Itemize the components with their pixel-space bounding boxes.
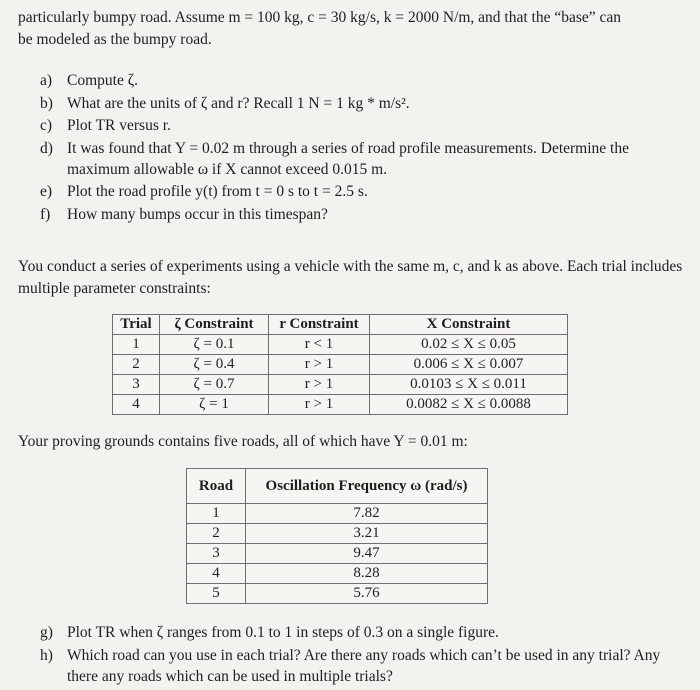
question-item bbox=[40, 181, 680, 202]
table-cell: ζ = 1 bbox=[160, 395, 269, 415]
table-cell: 0.0082 ≤ X ≤ 0.0088 bbox=[370, 395, 568, 415]
column-header: Oscillation Frequency ω (rad/s) bbox=[246, 469, 488, 504]
table-cell: r > 1 bbox=[269, 375, 370, 395]
table-row bbox=[113, 375, 568, 395]
table-row bbox=[113, 335, 568, 355]
question-text: Which road can you use in each trial? Are there any roads which can’t be used in any trial? Any there any roads which can be used in multiple trials? bbox=[67, 646, 661, 685]
table-cell: r < 1 bbox=[269, 335, 370, 355]
table-cell: ζ = 0.7 bbox=[160, 375, 269, 395]
question-text: Compute ζ. bbox=[67, 72, 138, 89]
table-cell: 3 bbox=[113, 375, 160, 395]
table-cell: 3 bbox=[187, 544, 246, 564]
question-label: a) bbox=[40, 72, 53, 89]
table-row bbox=[113, 395, 568, 415]
table-cell: ζ = 0.4 bbox=[160, 355, 269, 375]
question-label: h) bbox=[40, 646, 53, 664]
table-cell: ζ = 0.1 bbox=[160, 335, 269, 355]
experiments-paragraph: You conduct a series of experiments using a vehicle with the same m, c, and k as above. Each trial includes multiple parameter constraints: bbox=[18, 258, 683, 297]
intro-paragraph bbox=[18, 7, 688, 51]
question-label: c) bbox=[40, 117, 53, 134]
intro-line-1: particularly bumpy road. Assume m = 100 kg, c = 30 kg/s, k = 2000 N/m, and that the “base” can bbox=[18, 9, 622, 26]
question-text: Plot TR versus r. bbox=[67, 117, 171, 134]
table-row bbox=[113, 355, 568, 375]
table-row bbox=[187, 504, 488, 524]
question-item bbox=[40, 70, 680, 91]
table-cell: r > 1 bbox=[269, 355, 370, 375]
table-cell: 7.82 bbox=[246, 504, 488, 524]
table-cell: 0.0103 ≤ X ≤ 0.011 bbox=[370, 375, 568, 395]
table-row bbox=[187, 544, 488, 564]
proving-grounds-paragraph: Your proving grounds contains five roads, all of which have Y = 0.01 m: bbox=[18, 433, 468, 450]
question-text: Plot TR when ζ ranges from 0.1 to 1 in steps of 0.3 on a single figure. bbox=[67, 624, 499, 641]
question-item bbox=[40, 93, 680, 114]
table-cell: 1 bbox=[187, 504, 246, 524]
question-text: What are the units of ζ and r? Recall 1 N = 1 kg * m/s². bbox=[67, 94, 410, 112]
trial-constraints-table bbox=[112, 314, 568, 415]
table-cell: 8.28 bbox=[246, 564, 488, 584]
road-frequency-table bbox=[186, 468, 488, 604]
question-text: It was found that Y = 0.02 m through a series of road profile measurements. Determine the maximum allowable ω if X cannot exceed 0.015 m. bbox=[67, 139, 629, 178]
question-list-g-h bbox=[40, 622, 680, 688]
table-row bbox=[187, 584, 488, 604]
table-row bbox=[187, 564, 488, 584]
intro-line-2: be modeled as the bumpy road. bbox=[18, 31, 212, 48]
table-cell: r > 1 bbox=[269, 395, 370, 415]
table-row bbox=[187, 524, 488, 544]
question-text: How many bumps occur in this timespan? bbox=[67, 205, 328, 223]
question-item bbox=[40, 622, 680, 643]
table-cell: 4 bbox=[187, 564, 246, 584]
table-header-row bbox=[113, 315, 568, 335]
question-item bbox=[40, 115, 680, 136]
table-cell: 0.02 ≤ X ≤ 0.05 bbox=[370, 335, 568, 355]
question-item bbox=[40, 645, 680, 687]
table-cell: 5.76 bbox=[246, 584, 488, 604]
question-label: d) bbox=[40, 139, 53, 157]
table-cell: 4 bbox=[113, 395, 160, 415]
question-label: g) bbox=[40, 624, 53, 641]
column-header: ζ Constraint bbox=[160, 315, 269, 335]
column-header: r Constraint bbox=[269, 315, 370, 335]
column-header: Road bbox=[187, 469, 246, 504]
table-cell: 3.21 bbox=[246, 524, 488, 544]
question-item bbox=[40, 204, 680, 225]
table-cell: 0.006 ≤ X ≤ 0.007 bbox=[370, 355, 568, 375]
column-header: X Constraint bbox=[370, 315, 568, 335]
table-cell: 9.47 bbox=[246, 544, 488, 564]
question-label: f) bbox=[40, 205, 51, 223]
question-label: e) bbox=[40, 183, 53, 200]
table-cell: 5 bbox=[187, 584, 246, 604]
table-cell: 2 bbox=[187, 524, 246, 544]
question-list-a-f bbox=[40, 70, 680, 226]
table-cell: 1 bbox=[113, 335, 160, 355]
table-header-row bbox=[187, 469, 488, 504]
column-header: Trial bbox=[113, 315, 160, 335]
question-label: b) bbox=[40, 94, 53, 112]
question-text: Plot the road profile y(t) from t = 0 s to t = 2.5 s. bbox=[67, 183, 368, 200]
table-cell: 2 bbox=[113, 355, 160, 375]
question-item bbox=[40, 138, 680, 180]
